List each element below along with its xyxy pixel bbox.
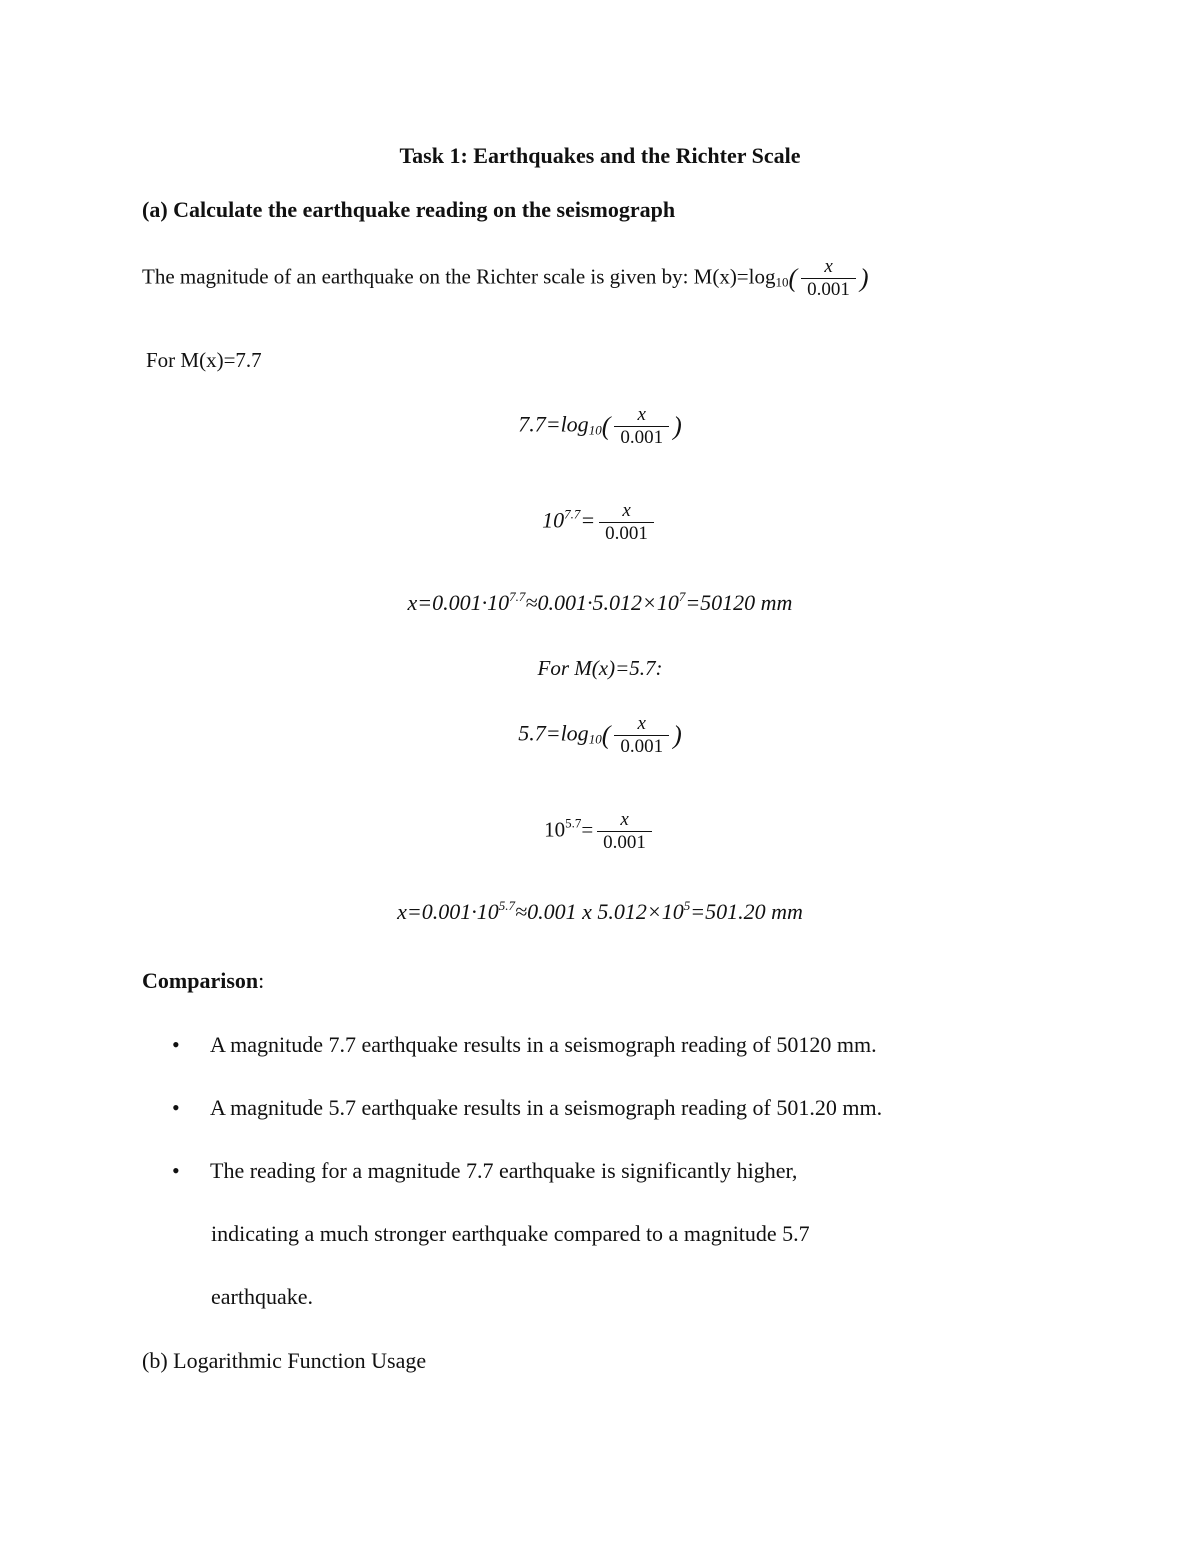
fraction-denominator: 0.001: [599, 522, 654, 545]
section-a-heading: (a) Calculate the earthquake reading on the seismograph: [142, 197, 676, 222]
list-item: [172, 1095, 882, 1121]
case1-label: For M(x)=7.7: [146, 348, 262, 372]
case2-eq1-sub: 10: [588, 731, 602, 747]
equals-sign: =: [581, 817, 594, 842]
fraction-numerator: x: [637, 713, 646, 734]
case2-eq2-exp: 5.7: [565, 815, 582, 831]
case1-result-e2: 7: [678, 589, 686, 604]
case2-result-p1: x=0.001·10: [397, 899, 499, 924]
open-paren: (: [601, 720, 611, 750]
case1-equation-1: [0, 404, 1200, 449]
fraction-denominator: 0.001: [614, 735, 669, 758]
close-paren: ): [673, 411, 682, 441]
comparison-label: Comparison: [142, 968, 259, 993]
case1-eq2-base: 10: [542, 507, 565, 533]
list-item-text: The reading for a magnitude 7.7 earthquake is significantly higher,: [210, 1158, 798, 1183]
case1-equation-2: [0, 500, 1200, 545]
case2-result-p2: ≈0.001 x 5.012×10: [515, 899, 684, 924]
comparison-colon: :: [258, 968, 265, 993]
formula-fraction: [801, 256, 856, 301]
case2-result-p3: =501.20 mm: [690, 899, 803, 924]
equals-sign: =: [580, 507, 596, 533]
list-item: [172, 1158, 797, 1184]
formula-sub: 10: [775, 274, 789, 290]
close-paren: ): [673, 720, 682, 750]
case1-fraction: [614, 404, 669, 449]
case1-result-p2: ≈0.001·5.012×10: [525, 590, 679, 615]
comparison-heading: [142, 968, 264, 994]
bullet-icon: •: [172, 1032, 180, 1057]
page-title: Task 1: Earthquakes and the Richter Scale: [399, 143, 801, 168]
case1-eq1-sub: 10: [588, 422, 602, 438]
case1-result-e1: 7.7: [509, 589, 526, 604]
bullet-icon: •: [172, 1095, 180, 1120]
list-item-continuation: indicating a much stronger earthquake compared to a magnitude 5.7: [211, 1221, 810, 1246]
case2-eq2-fraction: [597, 809, 652, 854]
fraction-numerator: x: [824, 256, 833, 277]
case2-eq2-base: 10: [544, 817, 566, 842]
fraction-numerator: x: [620, 809, 629, 830]
fraction-numerator: x: [622, 500, 631, 521]
case1-result: [0, 590, 1200, 616]
list-item-text: A magnitude 7.7 earthquake results in a seismograph reading of 50120 mm.: [210, 1032, 877, 1057]
formula-intro: The magnitude of an earthquake on the Richter scale is given by: M(x)=log: [142, 264, 776, 289]
section-b-heading: (b) Logarithmic Function Usage: [142, 1348, 427, 1373]
fraction-denominator: 0.001: [801, 278, 856, 301]
case2-fraction: [614, 713, 669, 758]
fraction-denominator: 0.001: [614, 426, 669, 449]
case1-result-p1: x=0.001·10: [407, 590, 510, 615]
case2-label: For M(x)=5.7:: [537, 656, 663, 680]
case2-equation-2: [0, 809, 1200, 854]
open-paren: (: [788, 263, 798, 293]
bullet-icon: •: [172, 1158, 180, 1183]
case1-eq1-left: 7.7=log: [518, 411, 589, 437]
list-item-continuation: earthquake.: [211, 1284, 313, 1309]
list-item: [172, 1032, 877, 1058]
case2-eq1-left: 5.7=log: [518, 720, 589, 746]
fraction-denominator: 0.001: [597, 831, 652, 854]
case1-eq2-exp: 7.7: [564, 506, 581, 522]
close-paren: ): [859, 263, 869, 293]
list-item-text: A magnitude 5.7 earthquake results in a seismograph reading of 501.20 mm.: [210, 1095, 883, 1120]
case2-equation-1: [0, 713, 1200, 758]
open-paren: (: [601, 411, 611, 441]
case2-result-e2: 5: [683, 898, 691, 913]
case1-result-p3: =50120 mm: [685, 590, 793, 615]
case2-result-e1: 5.7: [498, 898, 516, 913]
formula-line: [142, 256, 869, 301]
case2-result: [0, 899, 1200, 925]
fraction-numerator: x: [637, 404, 646, 425]
case1-eq2-fraction: [599, 500, 654, 545]
